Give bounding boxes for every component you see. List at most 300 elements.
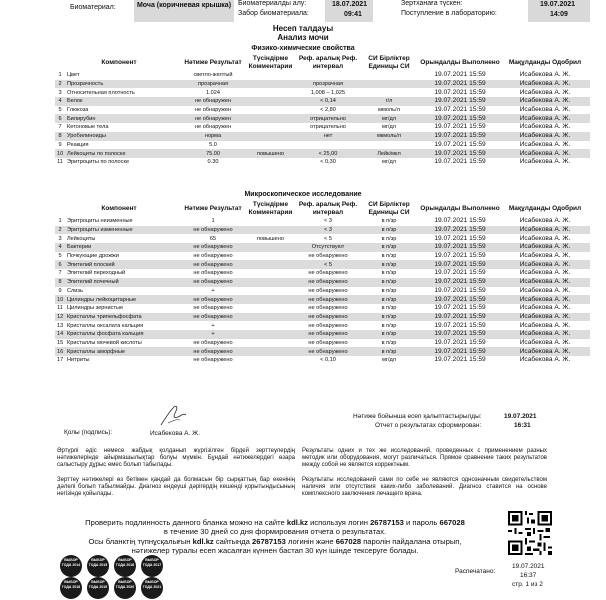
table-row xyxy=(55,347,590,356)
done-date: 19.07.2021 15:59 xyxy=(420,149,500,158)
approved-by: Исабекова А. Ж. xyxy=(500,226,590,235)
approved-by: Исабекова А. Ж. xyxy=(500,114,590,123)
row-number: 7 xyxy=(58,124,62,131)
approved-by: Исабекова А. Ж. xyxy=(519,71,571,79)
row-number: 16 xyxy=(57,348,64,355)
microscopy-table xyxy=(55,200,590,365)
approved-by: Исабекова А. Ж. xyxy=(519,356,571,364)
comment-value xyxy=(243,217,298,226)
approved-by: Исабекова А. Ж. xyxy=(500,278,590,287)
table-row xyxy=(55,88,590,97)
row-number: 4 xyxy=(55,243,65,252)
component-name: Почкующие дрожжи xyxy=(67,253,119,260)
approved-by: Исабекова А. Ж. xyxy=(500,97,590,106)
component-name: Уробилиноиды xyxy=(65,132,183,141)
row-number: 1 xyxy=(58,218,62,225)
component-name: Реакция xyxy=(67,141,89,148)
result-value: не обнаружен xyxy=(194,107,232,114)
done-date: 19.07.2021 15:59 xyxy=(434,88,486,96)
result-value: не обнаружено xyxy=(183,313,243,322)
comment-value xyxy=(243,226,298,235)
row-number: 8 xyxy=(55,278,65,287)
arrival-date: 19.07.2021 xyxy=(540,1,576,8)
done-date: 19.07.2021 15:59 xyxy=(420,278,500,287)
col-component: Компонент xyxy=(101,58,137,66)
ref-interval: < 3 xyxy=(298,226,358,235)
comment-value xyxy=(243,141,298,150)
award-badge: ВЫБОР ГОДА 2016 xyxy=(114,555,136,577)
component-name: Цилиндры зернистые xyxy=(67,305,124,312)
col-result: Нәтиже Результат xyxy=(184,58,242,66)
result-value: не обнаружено xyxy=(193,270,233,277)
comment-value xyxy=(243,287,298,296)
ref-interval: не обнаружено xyxy=(308,270,348,277)
si-units: в п/зр xyxy=(358,330,420,339)
component-name: Эритроциты измененные xyxy=(65,226,183,235)
done-date: 19.07.2021 15:59 xyxy=(420,330,500,339)
result-time: 16:31 xyxy=(514,422,531,429)
si-units: мг/дл xyxy=(358,114,420,123)
row-number: 2 xyxy=(55,80,65,89)
ref-interval: не обнаружено xyxy=(298,347,358,356)
result-value: + xyxy=(211,287,215,294)
title-kz: Несеп талдауы xyxy=(272,24,334,33)
col-approved: Мақұлданды Одобрил xyxy=(508,204,582,212)
approved-by: Исабекова А. Ж. xyxy=(500,132,590,141)
result-value: светло-желтый xyxy=(193,72,233,79)
component-name: Цилиндры лейкоцитарные xyxy=(65,295,183,304)
row-number: 10 xyxy=(57,296,64,303)
si-units: в п/зр xyxy=(381,287,397,294)
collect-label-kz: Биоматериалды алу: xyxy=(238,0,307,7)
done-date: 19.07.2021 15:59 xyxy=(434,106,486,114)
result-value: 1 xyxy=(211,218,215,225)
printed-time: 16:37 xyxy=(520,572,537,579)
si-units: в п/зр xyxy=(381,235,397,242)
ref-interval: не обнаружено xyxy=(298,313,358,322)
award-badge: ВЫБОР ГОДА 2014 xyxy=(60,555,82,577)
approved-by: Исабекова А. Ж. xyxy=(500,313,590,322)
table-row xyxy=(55,356,590,365)
sample-header xyxy=(62,0,590,22)
done-date: 19.07.2021 15:59 xyxy=(434,286,486,294)
approved-by: Исабекова А. Ж. xyxy=(519,269,571,277)
component-name: Эритроциты неизменные xyxy=(67,218,133,225)
col-component: Компонент xyxy=(101,204,137,212)
row-number: 12 xyxy=(57,313,64,320)
approved-by: Исабекова А. Ж. xyxy=(519,106,571,114)
table-row xyxy=(55,106,590,115)
collect-date: 18.07.2021 xyxy=(332,1,368,8)
award-badge: ВЫБОР ГОДА 2017 xyxy=(141,555,163,577)
award-badge: ВЫБОР ГОДА 2020 xyxy=(114,577,136,599)
approved-by: Исабекова А. Ж. xyxy=(519,234,571,242)
approved-by: Исабекова А. Ж. xyxy=(519,286,571,294)
signature-label: Қолы (подпись): xyxy=(64,429,113,436)
si-units: мг/дл xyxy=(382,124,396,131)
table-row xyxy=(55,71,590,80)
verify-ru: Проверить подлинность данного бланка можно на сайте kdl.kz используя логин 26787153 и пароль 667028 в течение 30 дней со дня формирования отчета о результатах. xyxy=(85,518,465,536)
done-date: 19.07.2021 15:59 xyxy=(420,226,500,235)
approved-by: Исабекова А. Ж. xyxy=(519,321,571,329)
table-row xyxy=(55,252,590,261)
award-badge: ВЫБОР ГОДА 2015 xyxy=(87,555,109,577)
approved-by: Исабекова А. Ж. xyxy=(519,217,571,225)
col-ref: Реф. аралық Реф. интервал xyxy=(298,201,358,216)
col-units: СИ Бірліктер Единицы СИ xyxy=(368,201,410,216)
comment-value xyxy=(243,313,298,322)
ref-interval: не обнаружено xyxy=(308,253,348,260)
row-number: 10 xyxy=(57,150,64,157)
row-number: 8 xyxy=(55,132,65,141)
row-number: 14 xyxy=(57,331,64,338)
ref-interval: < 2,80 xyxy=(320,107,336,114)
ref-interval: < 5 xyxy=(324,235,332,242)
si-units: в п/зр xyxy=(381,322,397,329)
arrival-label-ru: Поступление в лабораторию: xyxy=(401,10,497,17)
component-name: Кристаллы фосфата кальция xyxy=(65,330,183,339)
result-value: 65 xyxy=(209,235,217,242)
section-physchem-title: Физико-химические свойства xyxy=(251,45,355,52)
section-micro-title: Микроскопическое исследование xyxy=(244,191,362,198)
si-units: в п/зр xyxy=(358,278,420,287)
result-value: не обнаружено xyxy=(193,357,233,364)
component-name: Кетоновые тела xyxy=(67,124,109,131)
printed-label: Распечатано: xyxy=(455,568,496,575)
table-row xyxy=(55,278,590,287)
comment-value xyxy=(243,321,298,330)
result-date: 19.07.2021 xyxy=(504,413,537,420)
comment-value xyxy=(243,304,298,313)
row-number: 5 xyxy=(58,253,62,260)
col-comment: Түсіндірме Комментарии xyxy=(248,201,293,216)
col-approved: Мақұлданды Одобрил xyxy=(508,58,582,66)
table-row xyxy=(55,295,590,304)
comment-value xyxy=(243,88,298,97)
page-number: стр. 1 из 2 xyxy=(512,581,543,588)
table-row xyxy=(55,123,590,132)
component-name: Кристаллы оксалата кальция xyxy=(67,322,144,329)
approved-by: Исабекова А. Ж. xyxy=(500,243,590,252)
table-row xyxy=(55,158,590,167)
col-result: Нәтиже Результат xyxy=(184,204,242,212)
done-date: 19.07.2021 15:59 xyxy=(420,114,500,123)
si-units xyxy=(358,141,420,150)
physchem-table xyxy=(55,54,590,167)
row-number: 11 xyxy=(57,305,63,312)
component-name: Слизь xyxy=(67,287,83,294)
si-units: мг/дл xyxy=(382,357,396,364)
ref-interval xyxy=(298,141,358,150)
component-name: Глюкоза xyxy=(67,107,89,114)
si-units xyxy=(358,88,420,97)
row-number: 7 xyxy=(58,270,62,277)
done-date: 19.07.2021 15:59 xyxy=(420,260,500,269)
result-formed-kz: Нәтиже бойынша есеп қалыптастырылды: xyxy=(353,413,482,420)
table-row xyxy=(55,217,590,226)
si-units: Лейк/мкл xyxy=(358,149,420,158)
si-units: мг/дл xyxy=(382,159,396,166)
award-badge: ВЫБОР ГОДА 2019 xyxy=(87,577,109,599)
result-value: + xyxy=(211,322,215,329)
comment-value xyxy=(243,356,298,365)
table-row xyxy=(55,114,590,123)
comment-value xyxy=(243,330,298,339)
si-units: в п/зр xyxy=(358,260,420,269)
comment-value xyxy=(243,80,298,89)
component-name: Кристаллы мочевой кислоты xyxy=(67,339,142,346)
component-name: Бактерии xyxy=(65,243,183,252)
done-date: 19.07.2021 15:59 xyxy=(434,338,486,346)
component-name: Билирубин xyxy=(65,114,183,123)
row-number: 6 xyxy=(55,260,65,269)
row-number: 9 xyxy=(58,141,62,148)
result-value: не обнаружено xyxy=(193,253,233,260)
result-value: не обнаружено xyxy=(183,226,243,235)
comment-value xyxy=(243,106,298,115)
done-date: 19.07.2021 15:59 xyxy=(434,217,486,225)
qr-code-icon xyxy=(508,511,552,555)
approved-by: Исабекова А. Ж. xyxy=(500,260,590,269)
result-value: 5.0 xyxy=(209,141,217,148)
si-units: мкмоль/л xyxy=(358,132,420,141)
component-name: Эпителий почечный xyxy=(65,278,183,287)
verify-kz: Осы бланктің түпнұсқалығын kdl.kz сайтында 26787153 логинін және 667028 паролін пайдалана отырып, нәтижелер туралы есеп жасалған күннен бастап 30 күн ішінде тексеруге болады. xyxy=(88,537,462,555)
done-date: 19.07.2021 15:59 xyxy=(434,304,486,312)
comment-value xyxy=(243,278,298,287)
comment-value: повышено xyxy=(243,149,298,158)
col-units: СИ Бірліктер Единицы СИ xyxy=(368,55,410,70)
row-number: 13 xyxy=(57,322,64,329)
result-value: норма xyxy=(183,132,243,141)
result-value: 1.024 xyxy=(206,89,220,96)
table-row xyxy=(55,80,590,89)
approved-by: Исабекова А. Ж. xyxy=(519,158,571,166)
done-date: 19.07.2021 15:59 xyxy=(420,97,500,106)
component-name: Эпителий переходный xyxy=(67,270,126,277)
component-name: Относительная плотность xyxy=(67,89,135,96)
approved-by: Исабекова А. Ж. xyxy=(519,88,571,96)
done-date: 19.07.2021 15:59 xyxy=(434,140,486,148)
comment-value xyxy=(243,71,298,80)
result-value: не обнаружен xyxy=(194,124,232,131)
done-date: 19.07.2021 15:59 xyxy=(420,132,500,141)
row-number: 6 xyxy=(55,114,65,123)
verify-login: 26787153 xyxy=(370,518,404,527)
comment-value xyxy=(243,295,298,304)
si-units: в п/зр xyxy=(358,243,420,252)
biomaterial-value: Моча (коричневая крышка) xyxy=(134,0,234,22)
ref-interval: 1,008 – 1,025 xyxy=(310,89,346,96)
disclaimer-ru-1: Результаты одних и тех же исследований, проведенных с применением разных методик или оборудования, могут различаться. Прямое сравнение таких результатов между собой не является корректным. xyxy=(302,448,547,469)
row-number: 3 xyxy=(58,235,62,242)
table-row xyxy=(55,321,590,330)
ref-interval: не обнаружено xyxy=(298,330,358,339)
result-value: прозрачная xyxy=(183,80,243,89)
approved-by: Исабекова А. Ж. xyxy=(500,80,590,89)
ref-interval: < 25,00 xyxy=(298,149,358,158)
col-done: Орындалды Выполнено xyxy=(420,204,500,212)
si-units: в п/зр xyxy=(358,226,420,235)
approved-by: Исабекова А. Ж. xyxy=(519,304,571,312)
table-row xyxy=(55,260,590,269)
table-row xyxy=(55,149,590,158)
si-units: в п/зр xyxy=(381,253,397,260)
si-units: г/л xyxy=(358,97,420,106)
component-name: Лейкоциты по полоске xyxy=(65,149,183,158)
result-value: + xyxy=(183,330,243,339)
row-number: 11 xyxy=(57,159,63,166)
comment-value xyxy=(243,97,298,106)
si-units: в п/зр xyxy=(358,313,420,322)
result-value: не обнаружено xyxy=(183,278,243,287)
row-number: 3 xyxy=(58,89,62,96)
verify-site: kdl.kz xyxy=(286,518,308,527)
result-value: не обнаружен xyxy=(183,114,243,123)
result-value: не обнаружено xyxy=(183,295,243,304)
result-value: не обнаружено xyxy=(183,347,243,356)
done-date: 19.07.2021 15:59 xyxy=(434,71,486,79)
result-value: не обнаружен xyxy=(183,97,243,106)
result-value: не обнаружено xyxy=(183,260,243,269)
ref-interval: отрицательно xyxy=(298,114,358,123)
ref-interval: отрицательно xyxy=(310,124,346,131)
component-name: Кристаллы трипельфосфата xyxy=(65,313,183,322)
approved-by: Исабекова А. Ж. xyxy=(519,140,571,148)
approved-by: Исабекова А. Ж. xyxy=(500,295,590,304)
row-number: 2 xyxy=(55,226,65,235)
signature-image xyxy=(158,403,188,429)
disclaimer-ru-2: Результаты исследований сами по себе не являются однозначным свидетельством наличия или отсутствия каких-либо заболеваний. Диагноз ставится на основе комплексного заключения лечащего врача. xyxy=(302,477,547,498)
collect-time: 09:41 xyxy=(344,11,362,18)
disclaimer-kz-1: Әртүрлі әдіс немесе жабдық қолданып жүргізілген бірдей зерттеулердің нәтижелерінде айырмашылықтар болуы мүмкін. Бұндай нәтижелердегі өзара салыстыру дұрыс емес болып табылады. xyxy=(57,448,295,469)
comment-value xyxy=(243,260,298,269)
table-row xyxy=(55,97,590,106)
approved-by: Исабекова А. Ж. xyxy=(500,149,590,158)
component-name: Эритроциты по полоске xyxy=(67,159,130,166)
verify-password: 667028 xyxy=(439,518,465,527)
done-date: 19.07.2021 15:59 xyxy=(434,356,486,364)
row-number: 5 xyxy=(58,107,62,114)
approved-by: Исабекова А. Ж. xyxy=(519,123,571,131)
award-badge: ВЫБОР ГОДА 2021 xyxy=(141,577,163,599)
ref-interval: не обнаружено xyxy=(298,278,358,287)
approved-by: Исабекова А. Ж. xyxy=(500,330,590,339)
col-done: Орындалды Выполнено xyxy=(420,58,500,66)
comment-value xyxy=(243,158,298,167)
si-units: в п/зр xyxy=(381,339,397,346)
ref-interval: не обнаружено xyxy=(308,287,348,294)
comment-value xyxy=(243,269,298,278)
arrival-label-kz: Зертханаға түскен: xyxy=(401,0,463,7)
component-name: Цвет xyxy=(67,72,80,79)
component-name: Белок xyxy=(65,97,183,106)
approved-by: Исабекова А. Ж. xyxy=(500,347,590,356)
col-comment: Түсіндірме Комментарии xyxy=(248,55,293,70)
table-row xyxy=(55,234,590,243)
result-value: 0.30 xyxy=(207,159,219,166)
result-value: не обнаружено xyxy=(193,305,233,312)
ref-interval: нет xyxy=(298,132,358,141)
row-number: 9 xyxy=(58,287,62,294)
table-row xyxy=(55,330,590,339)
result-value: 75.00 xyxy=(183,149,243,158)
biomaterial-label: Биоматериал: xyxy=(70,4,116,11)
component-name: Прозрачность xyxy=(65,80,183,89)
comment-value xyxy=(243,114,298,123)
table-row xyxy=(55,313,590,322)
ref-interval: < 0,30 xyxy=(320,159,336,166)
comment-value xyxy=(243,243,298,252)
row-number: 17 xyxy=(57,357,64,364)
comment-value xyxy=(243,132,298,141)
comment-value xyxy=(243,347,298,356)
result-formed-ru: Отчет о результатах сформирован: xyxy=(375,422,482,429)
title-ru: Анализ мочи xyxy=(277,33,329,42)
done-date: 19.07.2021 15:59 xyxy=(420,313,500,322)
table-row xyxy=(55,304,590,313)
award-badge: ВЫБОР ГОДА 2018 xyxy=(60,577,82,599)
ref-interval: не обнаружено xyxy=(298,295,358,304)
si-units: в п/зр xyxy=(358,347,420,356)
done-date: 19.07.2021 15:59 xyxy=(434,234,486,242)
row-number: 15 xyxy=(57,339,64,346)
done-date: 19.07.2021 15:59 xyxy=(434,269,486,277)
arrival-time: 14:09 xyxy=(550,11,568,18)
si-units xyxy=(358,80,420,89)
ref-interval: не обнаружено xyxy=(308,322,348,329)
comment-value xyxy=(243,123,298,132)
comment-value: повышено xyxy=(257,235,284,242)
ref-interval: не обнаружено xyxy=(308,339,348,346)
collect-label-ru: Забор биоматериала: xyxy=(238,10,309,17)
disclaimer-kz-2: Зерттеу нәтижелері өз бетімен қандай да болмасын бір сырқаттың бар екенінің дәлелі болып табылмайды. Диагноз ендеуші дәрігердің кешенді қорытындысының негізінде қойылады. xyxy=(57,477,295,498)
si-units: ммоль/л xyxy=(378,107,400,114)
component-name: Эпителий плоский xyxy=(65,260,183,269)
signature-name: Исабекова А. Ж. xyxy=(150,430,200,437)
done-date: 19.07.2021 15:59 xyxy=(420,347,500,356)
component-name: Лейкоциты xyxy=(67,235,96,242)
si-units: в п/зр xyxy=(381,305,397,312)
si-units xyxy=(358,71,420,80)
si-units: в п/зр xyxy=(358,295,420,304)
table-row xyxy=(55,141,590,150)
table-row xyxy=(55,287,590,296)
si-units: в п/зр xyxy=(381,270,397,277)
table-row xyxy=(55,132,590,141)
table-row xyxy=(55,339,590,348)
ref-interval: Отсутствуют xyxy=(298,243,358,252)
ref-interval: < 3 xyxy=(324,218,332,225)
result-value: не обнаружено xyxy=(193,339,233,346)
component-name: Нитриты xyxy=(67,357,90,364)
ref-interval: < 5 xyxy=(298,260,358,269)
printed-date: 19.07.2021 xyxy=(512,563,545,570)
table-row xyxy=(55,269,590,278)
row-number: 4 xyxy=(55,97,65,106)
row-number: 1 xyxy=(58,72,62,79)
result-value: не обнаружено xyxy=(183,243,243,252)
ref-interval: не обнаружено xyxy=(308,305,348,312)
table-row xyxy=(55,226,590,235)
comment-value xyxy=(243,339,298,348)
table-row xyxy=(55,243,590,252)
done-date: 19.07.2021 15:59 xyxy=(434,321,486,329)
si-units: в п/зр xyxy=(381,218,397,225)
done-date: 19.07.2021 15:59 xyxy=(420,243,500,252)
done-date: 19.07.2021 15:59 xyxy=(434,123,486,131)
ref-interval: < 0,10 xyxy=(320,357,336,364)
